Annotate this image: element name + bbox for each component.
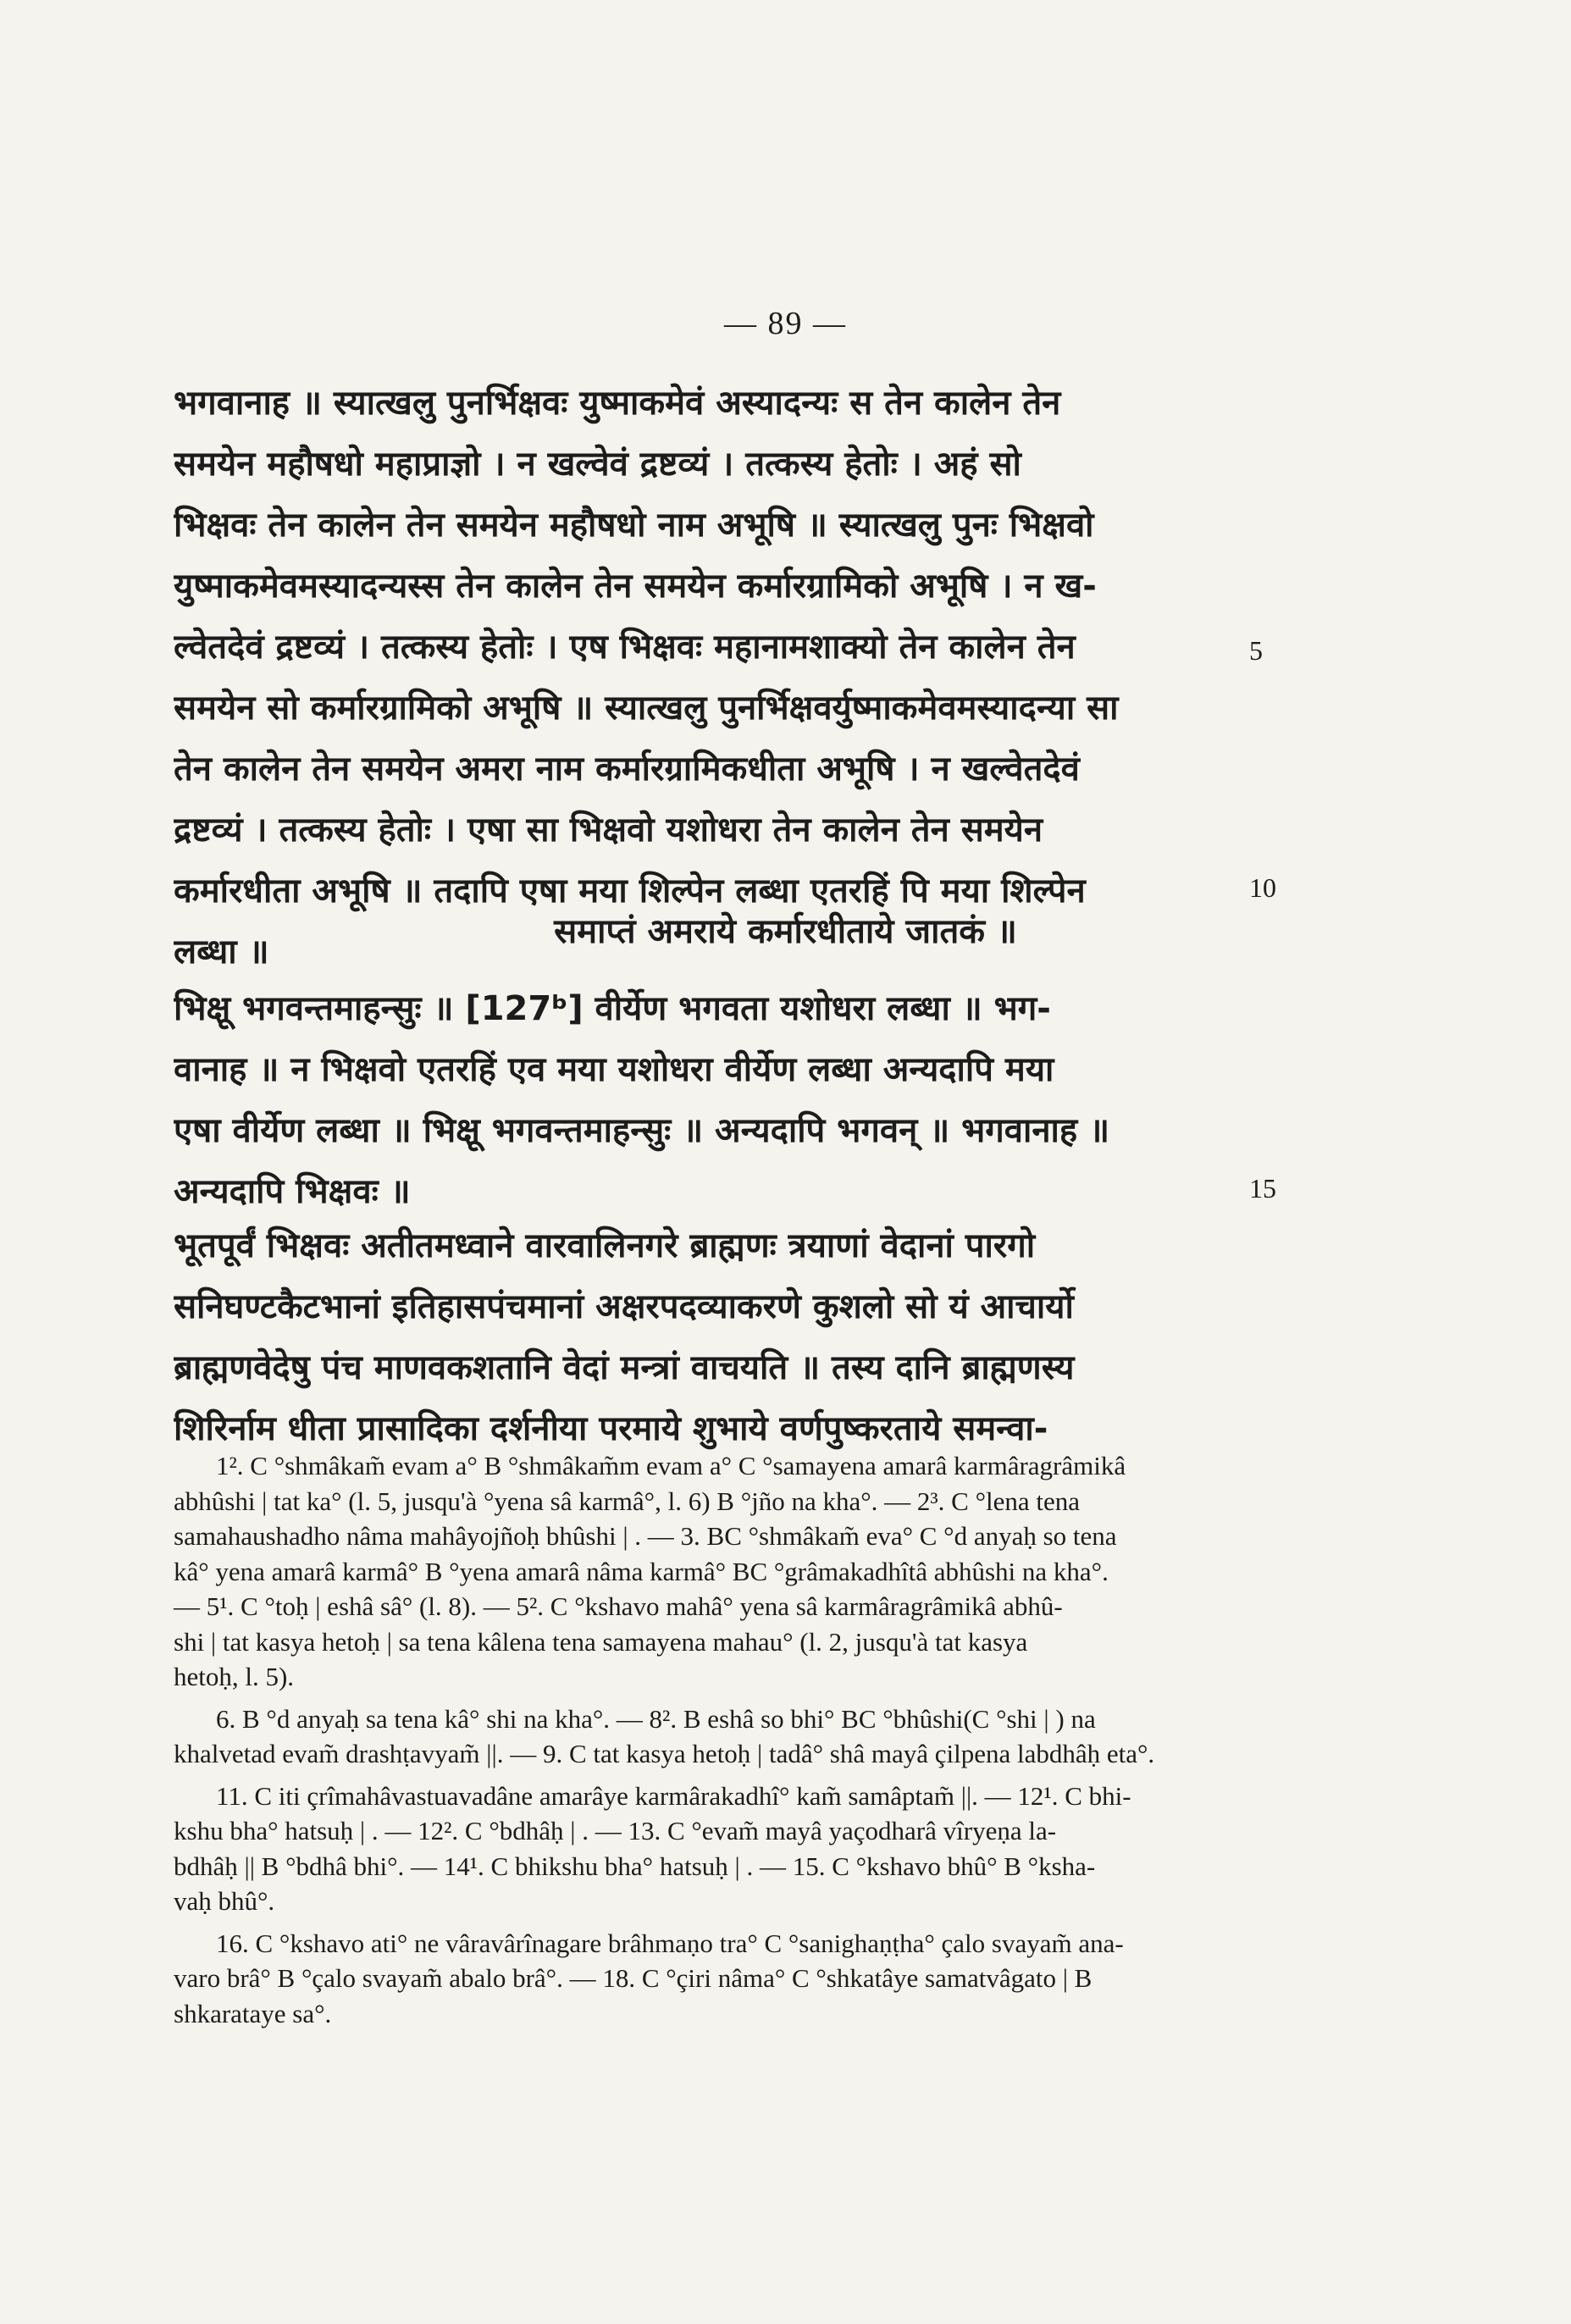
- sanskrit-paragraph-1: [174, 373, 1232, 982]
- footnote-line: shkarataye sa°.: [174, 1998, 332, 2028]
- text-line: वानाह ॥ न भिक्षवो एतरहिं एव मया यशोधरा वीर्येण लब्धा अन्यदापि मया: [174, 1050, 1054, 1089]
- text-line: युष्माकमेवमस्यादन्यस्स तेन कालेन तेन समयेन कर्मारग्रामिको अभूषि । न ख-: [174, 567, 1097, 606]
- footnote-paragraph: [174, 1926, 1232, 2032]
- text-line: सनिघण्टकैटभानां इतिहासपंचमानां अक्षरपदव्याकरणे कुशलो सो यं आचार्यो: [174, 1287, 1074, 1326]
- text-line: समयेन महौषधो महाप्राज्ञो । न खल्वेवं द्रष्टव्यं । तत्कस्य हेतोः । अहं सो: [174, 445, 1021, 484]
- footnote-line: hetoḥ, l. 5).: [174, 1662, 295, 1691]
- page-number: — 89 —: [724, 306, 847, 341]
- text-line: कर्मारधीता अभूषि ॥ तदापि एषा मया शिल्पेन लब्धा एतरहिं पि मया शिल्पेन: [174, 872, 1086, 910]
- text-line: शिरिर्नाम धीता प्रासादिका दर्शनीया परमाये शुभाये वर्णपुष्करताये समन्वा-: [174, 1409, 1048, 1448]
- text-line: एषा वीर्येण लब्धा ॥ भिक्षू भगवन्तमाहन्सुः ॥ अन्यदापि भगवन् ॥ भगवानाह ॥: [174, 1111, 1110, 1150]
- footnote-paragraph: [174, 1779, 1232, 1919]
- line-number-10: 10: [1249, 872, 1276, 903]
- footnote-line: kâ° yena amarâ karmâ° B °yena amarâ nâma karmâ° BC °grâmakadhîtâ abhûshi na kha°.: [174, 1556, 1109, 1586]
- text-line: अन्यदापि भिक्षवः ॥: [174, 1172, 411, 1211]
- text-line: भिक्षवः तेन कालेन तेन समयेन महौषधो नाम अभूषि ॥ स्यात्खलु पुनः भिक्षवो: [174, 506, 1094, 545]
- text-line: भूतपूर्वं भिक्षवः अतीतमध्वाने वारवालिनगरे ब्राह्मणः त्रयाणां वेदानां पारगो: [174, 1226, 1036, 1265]
- footnote-line: shi | tat kasya hetoḥ | sa tena kâlena tena samayena mahau° (l. 2, jusqu'à tat kasya: [174, 1626, 1028, 1657]
- footnote-paragraph: [174, 1448, 1232, 1695]
- text-line: लब्धा ॥: [174, 932, 269, 971]
- footnote-line: 6. B °d anyaḥ sa tena kâ° shi na kha°. — 8². B eshâ so bhi° BC °bhûshi(C °shi | ) na: [216, 1703, 1096, 1734]
- footnote-line: 16. C °kshavo ati° ne vâravârînagare brâhmaṇo tra° C °sanighaṇṭha° çalo svayam̃ ana-: [216, 1928, 1124, 1958]
- text-line: ब्राह्मणवेदेषु पंच माणवकशतानि वेदां मन्त्रां वाचयति ॥ तस्य दानि ब्राह्मणस्य: [174, 1348, 1075, 1387]
- footnote-line: samahaushadho nâma mahâyojñoḥ bhûshi | . — 3. BC °shmâkam̃ eva° C °d anyaḥ so tena: [174, 1521, 1117, 1551]
- footnote-line: varo brâ° B °çalo svayam̃ abalo brâ°. — 18. C °çiri nâma° C °shkatâye samatvâgato | B: [174, 1963, 1093, 1993]
- footnote-line: kshu bha° hatsuḥ | . — 12². C °bdhâḥ | . — 13. C °evam̃ mayâ yaçodharâ vîryeṇa la-: [174, 1816, 1057, 1845]
- footnote-line: 11. C iti çrîmahâvastuavadâne amarâye karmârakadhî° kam̃ samâptam̃ ||. — 12¹. C bhi-: [216, 1780, 1131, 1811]
- text-line: भगवानाह ॥ स्यात्खलु पुनर्भिक्षवः युष्माकमेवं अस्यादन्यः स तेन कालेन तेन: [174, 384, 1061, 423]
- line-number-15: 15: [1249, 1173, 1276, 1204]
- text-line: द्रष्टव्यं । तत्कस्य हेतोः । एषा सा भिक्षवो यशोधरा तेन कालेन तेन समयेन: [174, 811, 1043, 849]
- sanskrit-paragraph-2: [174, 978, 1232, 1222]
- text-line: तेन कालेन तेन समयेन अमरा नाम कर्मारग्रामिकधीता अभूषि । न खल्वेतदेवं: [174, 750, 1080, 788]
- text-line: भिक्षू भगवन्तमाहन्सुः ॥ [127ᵇ] वीर्येण भगवता यशोधरा लब्धा ॥ भग-: [174, 989, 1051, 1028]
- section-heading: समाप्तं अमराये कर्मारधीताये जातकं ॥: [554, 912, 1017, 951]
- footnotes: [174, 1448, 1232, 2038]
- text-line: समयेन सो कर्मारग्रामिको अभूषि ॥ स्यात्खलु पुनर्भिक्षवर्युष्माकमेवमस्यादन्या सा: [174, 689, 1119, 728]
- text-line: ल्वेतदेवं द्रष्टव्यं । तत्कस्य हेतोः । एष भिक्षवः महानामशाक्यो तेन कालेन तेन: [174, 628, 1076, 667]
- footnote-line: bdhâḥ || B °bdhâ bhi°. — 14¹. C bhikshu bha° hatsuḥ | . — 15. C °kshavo bhû° B °ksha-: [174, 1851, 1096, 1881]
- footnote-line: 1². C °shmâkam̃ evam a° B °shmâkam̃m evam a° C °samayena amarâ karmâragrâmikâ: [216, 1451, 1126, 1480]
- footnote-line: vaḥ bhû°.: [174, 1886, 275, 1916]
- footnote-line: khalvetad evam̃ drashṭavyam̃ ||. — 9. C tat kasya hetoḥ | tadâ° shâ mayâ çilpena labdhâḥ eta°.: [174, 1739, 1155, 1768]
- line-number-5: 5: [1249, 635, 1263, 666]
- footnote-line: abhûshi | tat ka° (l. 5, jusqu'à °yena sâ karmâ°, l. 6) B °jño na kha°. — 2³. C °lena tena: [174, 1486, 1080, 1516]
- footnote-line: — 5¹. C °toḥ | eshâ sâ° (l. 8). — 5². C °kshavo mahâ° yena sâ karmâragrâmikâ abhû-: [174, 1591, 1063, 1621]
- sanskrit-paragraph-3: [174, 1215, 1232, 1459]
- footnote-paragraph: [174, 1702, 1232, 1772]
